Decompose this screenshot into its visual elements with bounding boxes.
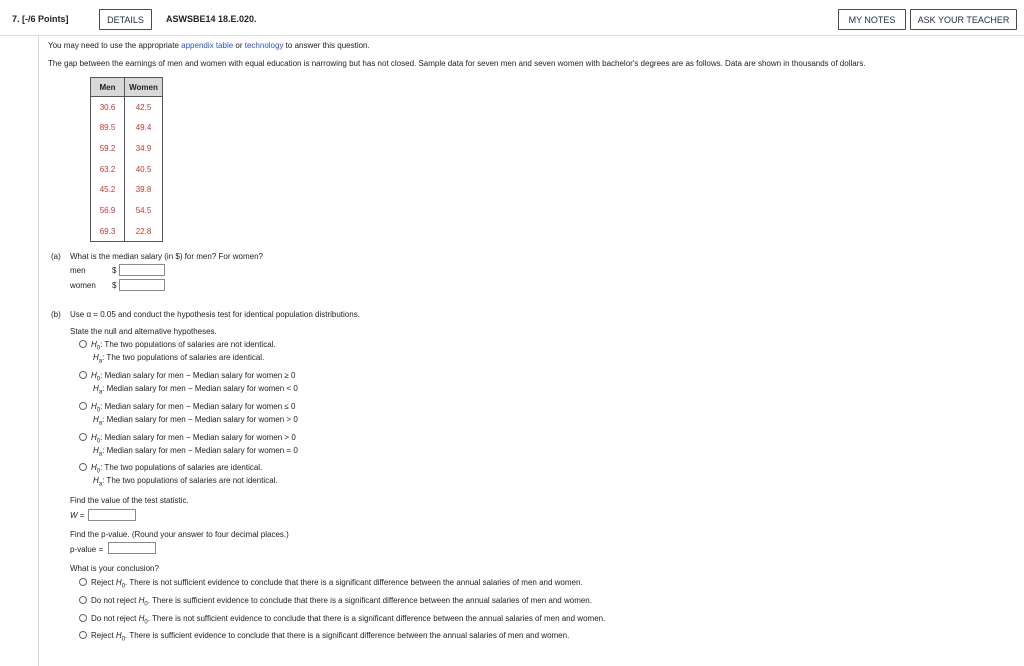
hypothesis-option-5-radio[interactable] [79,463,87,471]
hypothesis-option-2-radio[interactable] [79,371,87,379]
men-cell: 59.2 [91,138,125,159]
intro-line-1: You may need to use the appropriate appendix table or technology to answer this question. [48,41,370,50]
conclusion-option-4-radio[interactable] [79,631,87,639]
technology-link[interactable]: technology [244,41,284,50]
details-button[interactable]: DETAILS [99,9,152,30]
content-left-border [38,36,39,666]
hypothesis-option-3-radio[interactable] [79,402,87,410]
men-label: men [70,266,86,275]
women-cell: 40.5 [125,159,163,180]
hypothesis-option-5-h0: $H_0$: The two populations of salaries are identical. [91,463,263,475]
table-row [91,200,163,221]
hypothesis-option-2-h0: $H_0$: Median salary for men − Median salary for women ≥ 0 [91,371,296,383]
hypothesis-option-4-radio[interactable] [79,433,87,441]
women-cell: 49.4 [125,117,163,138]
table-row [91,117,163,138]
ask-teacher-button[interactable]: ASK YOUR TEACHER [910,9,1017,30]
table-row [91,138,163,159]
women-cell: 42.5 [125,97,163,118]
w-label: W = [70,511,85,520]
column-header-men: Men [91,78,125,97]
men-cell: 30.6 [91,97,125,118]
conclusion-option-3-text: Do not reject $H_0$. There is not sufficient evidence to conclude that there is a significant difference between the annual salaries of men and women. [91,614,606,626]
part-b-question: Use α = 0.05 and conduct the hypothesis test for identical population distributions. [70,310,360,319]
conclusion-option-2-radio[interactable] [79,596,87,604]
hypothesis-option-4-ha: $H_a$: Median salary for men − Median salary for women = 0 [93,446,298,458]
men-cell: 63.2 [91,159,125,180]
women-currency: $ [112,281,117,290]
salary-data-table [90,77,163,242]
women-label: women [70,281,96,290]
problem-code: ASWSBE14 18.E.020. [166,14,257,24]
men-cell: 45.2 [91,180,125,201]
my-notes-button[interactable]: MY NOTES [838,9,906,30]
hypothesis-option-1-ha: $H_a$: The two populations of salaries are identical. [93,353,265,365]
hypothesis-option-1-radio[interactable] [79,340,87,348]
men-cell: 89.5 [91,117,125,138]
hypothesis-option-4-h0: $H_0$: Median salary for men − Median salary for women > 0 [91,433,296,445]
women-cell: 54.5 [125,200,163,221]
test-statistic-input[interactable] [88,509,136,521]
question-number: 7. [-/6 Points] [12,14,69,24]
conclusion-option-3-radio[interactable] [79,614,87,622]
test-statistic-prompt: Find the value of the test statistic. [70,496,189,505]
part-a-label: (a) [51,252,61,261]
intro-line-2: The gap between the earnings of men and women with equal education is narrowing but has not closed. Sample data for seven men and seven women with bachelor's degrees are as follows. Data are shown in thousands of dollars. [48,59,866,68]
conclusion-option-4-text: Reject $H_0$. There is sufficient evidence to conclude that there is a significant difference between the annual salaries of men and women. [91,631,570,643]
pvalue-label: p-value = [70,545,104,554]
pvalue-input[interactable] [108,542,156,554]
conclusion-option-1-text: Reject $H_0$. There is not sufficient evidence to conclude that there is a significant difference between the annual salaries of men and women. [91,578,583,590]
appendix-table-link[interactable]: appendix table [181,41,234,50]
hypothesis-option-1-h0: $H_0$: The two populations of salaries are not identical. [91,340,276,352]
part-b-label: (b) [51,310,61,319]
table-row [91,221,163,242]
women-cell: 34.9 [125,138,163,159]
men-median-input[interactable] [119,264,165,276]
part-a-question: What is the median salary (in $) for men? For women? [70,252,263,261]
women-cell: 22.8 [125,221,163,242]
men-cell: 56.9 [91,200,125,221]
women-cell: 39.8 [125,180,163,201]
hypothesis-option-2-ha: $H_a$: Median salary for men − Median salary for women < 0 [93,384,298,396]
table-row [91,180,163,201]
conclusion-option-2-text: Do not reject $H_0$. There is sufficient evidence to conclude that there is a significant difference between the annual salaries of men and women. [91,596,592,608]
hypothesis-option-5-ha: $H_a$: The two populations of salaries are not identical. [93,476,278,488]
pvalue-prompt: Find the p-value. (Round your answer to four decimal places.) [70,530,289,539]
question-header [0,0,1024,36]
women-median-input[interactable] [119,279,165,291]
conclusion-option-1-radio[interactable] [79,578,87,586]
hypothesis-option-3-h0: $H_0$: Median salary for men − Median salary for women ≤ 0 [91,402,296,414]
men-cell: 69.3 [91,221,125,242]
column-header-women: Women [125,78,163,97]
table-row [91,97,163,118]
men-currency: $ [112,266,117,275]
hypothesis-option-3-ha: $H_a$: Median salary for men − Median salary for women > 0 [93,415,298,427]
table-row [91,159,163,180]
state-hypotheses-prompt: State the null and alternative hypotheses. [70,327,217,336]
conclusion-prompt: What is your conclusion? [70,564,159,573]
